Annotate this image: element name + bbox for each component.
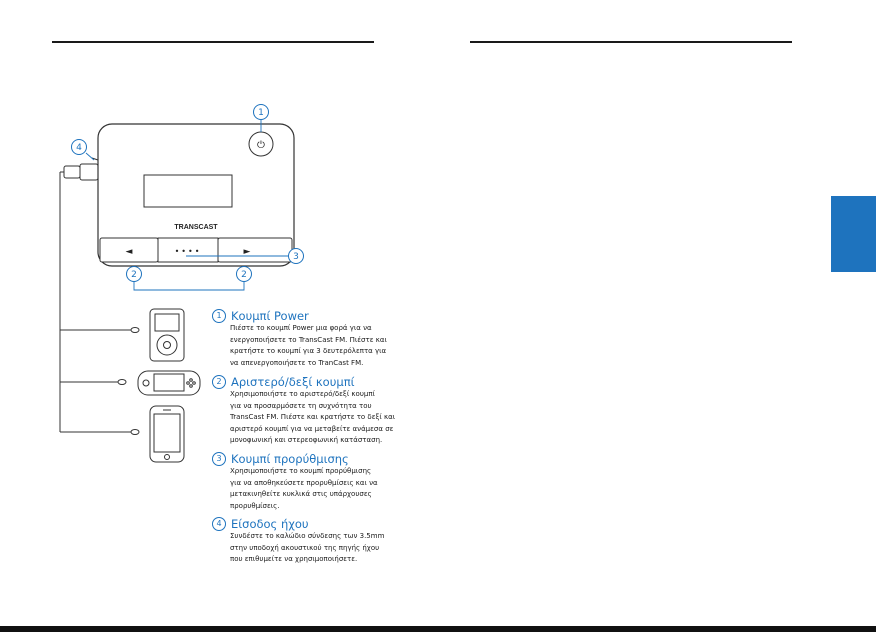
cable-connectors <box>118 328 139 435</box>
legend-line: μονοφωνική και στερεοφωνική κατάσταση. <box>230 436 383 444</box>
legend-number: 1 <box>212 309 226 323</box>
legend-title: Κουμπί Power <box>231 309 309 323</box>
legend-number: 4 <box>212 517 226 531</box>
legend-audio-input <box>212 517 422 566</box>
left-arrow-icon: ◄ <box>125 247 133 257</box>
legend-line: Χρησιμοποιήστε το κουμπί προρύθμισης <box>230 467 372 475</box>
legend-title: Κουμπί προρύθμισης <box>231 452 349 466</box>
legend-line: TransCast FM. Πιέστε και κρατήστε το δεξί και <box>230 413 396 421</box>
legend-number: 2 <box>212 375 226 389</box>
legend-line: Συνδέστε το καλώδιο σύνδεσης των 3.5mm <box>230 532 385 540</box>
legend-title: Αριστερό/δεξί κουμπί <box>231 375 355 389</box>
legend-line: Χρησιμοποιήστε το αριστερό/δεξί κουμπί <box>230 390 375 398</box>
legend-title: Είσοδος ήχου <box>231 517 309 531</box>
ipod-classic-icon <box>150 309 184 361</box>
preset-dots: •••• <box>174 247 202 256</box>
power-icon: ⏻ <box>257 140 265 151</box>
legend-line: αριστερό κουμπί για να μεταβείτε ανάμεσα σε <box>230 424 394 433</box>
display-screen <box>144 175 232 207</box>
audio-jack-plug <box>60 158 98 180</box>
iphone-icon <box>150 406 184 462</box>
legend-power <box>212 309 422 369</box>
legend-line: κρατήστε το κουμπί για 3 δευτερόλεπτα για <box>230 347 387 355</box>
callout-3: 3 <box>293 252 299 262</box>
handheld-console-icon <box>138 371 200 395</box>
callout-2-right: 2 <box>241 270 247 280</box>
legend-preset <box>212 452 422 512</box>
legend-line: μετακινηθείτε κυκλικά στις υπάρχουσες <box>230 490 372 498</box>
legend-left-right <box>212 375 422 447</box>
legend-line: για να προσαρμόσετε τη συχνότητα του <box>230 401 372 410</box>
callout-2-left: 2 <box>131 270 137 280</box>
legend-line: να απενεργοποιήσετε το TranCast FM. <box>230 358 364 367</box>
legend-line: Πιέστε το κουμπί Power μια φορά για να <box>230 324 372 332</box>
legend-line: προρυθμίσεις. <box>230 501 280 510</box>
callout-4: 4 <box>76 143 82 153</box>
brand-label: TRANSCAST <box>174 224 218 231</box>
right-arrow-icon: ► <box>243 247 251 257</box>
legend-line: που επιθυμείτε να χρησιμοποιήσετε. <box>230 555 358 563</box>
legend-number: 3 <box>212 452 226 466</box>
legend-line: ενεργοποιήσετε το TransCast FM. Πιέστε και <box>230 335 387 344</box>
legend-line: για να αποθηκεύσετε προρυθμίσεις και να <box>230 478 378 487</box>
right-button <box>218 238 292 262</box>
callout-1: 1 <box>258 108 264 118</box>
legend-line: στην υποδοχή ακουστικού της πηγής ήχου <box>230 543 380 552</box>
